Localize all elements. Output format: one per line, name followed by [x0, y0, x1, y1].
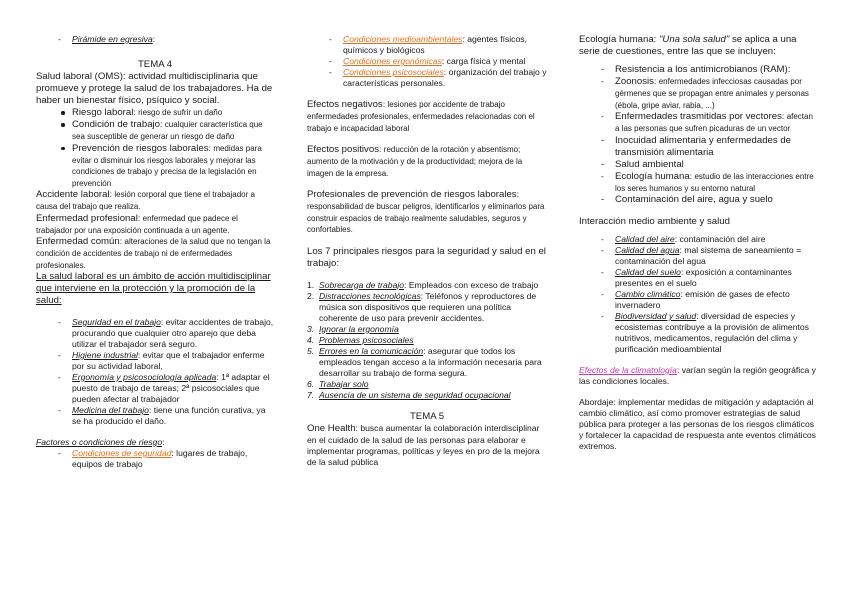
- salud-laboral-highlight: La salud laboral es un ámbito de acción multidisciplinar que interviene en la protección y la promoción de la salud:: [36, 271, 271, 306]
- inter-item: - Biodiversidad y salud: diversidad de especies y ecosistemas contribuye a la provisión de alimentos nutritivos, medicamentos, regulación del clima y purificación medioambiental: [579, 311, 819, 355]
- climatologia-def: Efectos de la climatología: varían según la región geográfica y las condiciones locales.: [579, 365, 816, 386]
- piramide-item: - Pirámide en egresiva:: [36, 34, 274, 45]
- tema5-heading: TEMA 5: [409, 410, 445, 422]
- factores-title: Factores o condiciones de riesgo:: [36, 437, 165, 447]
- column-3: [579, 34, 819, 452]
- column-1: [36, 34, 274, 470]
- riesgo-item: 3. Ignorar la ergonomía: [307, 323, 399, 334]
- enf-comun-def: Enfermedad común: alteraciones de la salud que no tengan la condición de accidentes de trabajo ni de enfermedades profesionales.: [36, 236, 271, 270]
- eco-item: - Salud ambiental: [579, 159, 819, 171]
- enf-prof-def: Enfermedad profesional: enfermedad que padece el trabajador por una exposición continuada a un agente.: [36, 212, 238, 235]
- interaccion-list: [579, 234, 819, 355]
- ecologia-list: [579, 64, 819, 206]
- condicion-item: - Condiciones ergonómicas: carga física y mental: [307, 56, 547, 67]
- riesgo-item: 6. Trabajar solo: [307, 378, 369, 389]
- riesgo-item: 4. Problemas psicosociales: [307, 334, 414, 345]
- bullet-item: Condición de trabajo: cualquier característica que sea susceptible de generar un riesgo de daño: [36, 119, 274, 143]
- inter-item: - Cambio climático: emisión de gases de efecto invernadero: [579, 289, 819, 311]
- riesgo-item: 2. Distracciones tecnológicas: Teléfonos y reproductores de música son dispositivos que requieren una política coherente de uso para prevenir accidentes.: [307, 290, 537, 323]
- condicion-item: - Condiciones medioambientales: agentes físicos, químicos y biológicos: [307, 34, 547, 56]
- riesgo-item: 7. Ausencia de un sistema de seguridad ocupacional: [307, 389, 511, 400]
- one-health-def: One Health: busca aumentar la colaboración interdisciplinar en el cuidado de la salud de las personas para elaborar e implementar programas, políticas y leyes en pro de la mejora de la salud pública: [307, 422, 540, 467]
- bullet-item: Riesgo laboral: riesgo de sufrir un daño: [36, 107, 274, 119]
- inter-item: - Calidad del suelo: exposición a contaminantes presentes en el suelo: [579, 267, 819, 289]
- interaccion-title: Interacción medio ambiente y salud: [579, 216, 730, 227]
- accidente-def: Accidente laboral: lesión corporal que tiene el trabajador a causa del trabajo que realiza.: [36, 189, 255, 211]
- efectos-positivos: Efectos positivos: reducción de la rotación y absentismo; aumento de la motivación y de la productividad; mejora de la imagen de la empresa.: [307, 144, 523, 178]
- area-item: - Ergonomía y psicosociología aplicada: 1ª adaptar el puesto de trabajo de tareas; 2ª psicosociales que pueden afectar al trabajador: [36, 372, 274, 405]
- area-item: - Seguridad en el trabajo: evitar accidentes de trabajo, procurando que cualquier otro aparejo que deba utilizar el trabajador será seguro.: [36, 317, 274, 350]
- condiciones-list: [307, 34, 547, 89]
- eco-item: - Resistencia a los antimicrobianos (RAM):: [579, 64, 819, 76]
- salud-laboral-def: Salud laboral (OMS): actividad multidisciplinaria que promueve y protege la salud de los trabajadores. Ha de haber un bienestar físico, psíquico y social.: [36, 71, 273, 106]
- factores-list: [36, 448, 274, 470]
- riesgo-item: 1. Sobrecarga de trabajo: Empleados con exceso de trabajo: [307, 279, 539, 290]
- condicion-item: - Condiciones psicosociales: organización del trabajo y características personales.: [307, 67, 547, 89]
- riesgos-title: Los 7 principales riesgos para la seguridad y salud en el trabajo:: [307, 245, 546, 269]
- riesgo-item: 5. Errores en la comunicación: asegurar que todos los empleados tengan acceso a la información necesaria para desarrollar su trabajo de forma segura.: [307, 345, 542, 378]
- eco-item: - Inocuidad alimentaria y enfermedades de transmisión alimentaria: [579, 135, 819, 159]
- piramide-list: [36, 34, 274, 45]
- inter-item: - Calidad del aire: contaminación del aire: [579, 234, 819, 245]
- column-2: [307, 34, 547, 468]
- area-item: - Higiene industrial: evitar que el trabajador enferme por su actividad laboral,: [36, 350, 274, 372]
- eco-item: - Ecología humana: estudio de las interacciones entre los seres humanos y su entorno natural: [579, 171, 819, 195]
- ecologia-intro: Ecología humana: "Una sola salud" se aplica a una serie de cuestiones, entre las que se incluyen:: [579, 34, 797, 57]
- factor-item: - Condiciones de seguridad: lugares de trabajo, equipos de trabajo: [36, 448, 274, 470]
- abordaje-def: Abordaje: implementar medidas de mitigación y adaptación al cambio climático, así como promover estrategias de salud pública para proteger a las personas de los riesgos climáticos y fortalecer la capacidad de respuesta ante eventos climáticos extremos.: [579, 397, 816, 451]
- riesgo-bullets: [36, 107, 274, 189]
- eco-item: - Contaminación del aire, agua y suelo: [579, 194, 819, 206]
- efectos-negativos: Efectos negativos: lesiones por accidente de trabajo enfermedades profesionales, enfermedades relacionadas con el trabajo e incapacidad laboral: [307, 99, 535, 133]
- area-item: - Medicina del trabajo: tiene una función curativa, ya se ha producido el daño.: [36, 405, 274, 427]
- inter-item: - Calidad del agua: mal sistema de saneamiento = contaminación del agua: [579, 245, 819, 267]
- eco-item: - Enfermedades trasmitidas por vectores: afectan a las personas que sufren picaduras de un vector: [579, 111, 819, 135]
- riesgos-list: [307, 280, 547, 401]
- eco-item: - Zoonosis: enfermedades infecciosas causadas por gérmenes que se propagan entre animales y personas (ébola, gripe aviar, rabia, ...): [579, 76, 819, 111]
- tema4-heading: TEMA 4: [137, 59, 173, 70]
- profesionales-def: Profesionales de prevención de riesgos laborales: responsabilidad de buscar peligros, identificarlos y eliminarlos para construir espacios de trabajo realmente saludables, seguros y confortables.: [307, 189, 545, 234]
- bullet-item: Prevención de riesgos laborales: medidas para evitar o disminuir los riesgos laborales y mejorar las condiciones de trabajo y precisa de la legislación en prevención: [36, 143, 274, 190]
- areas-list: [36, 317, 274, 427]
